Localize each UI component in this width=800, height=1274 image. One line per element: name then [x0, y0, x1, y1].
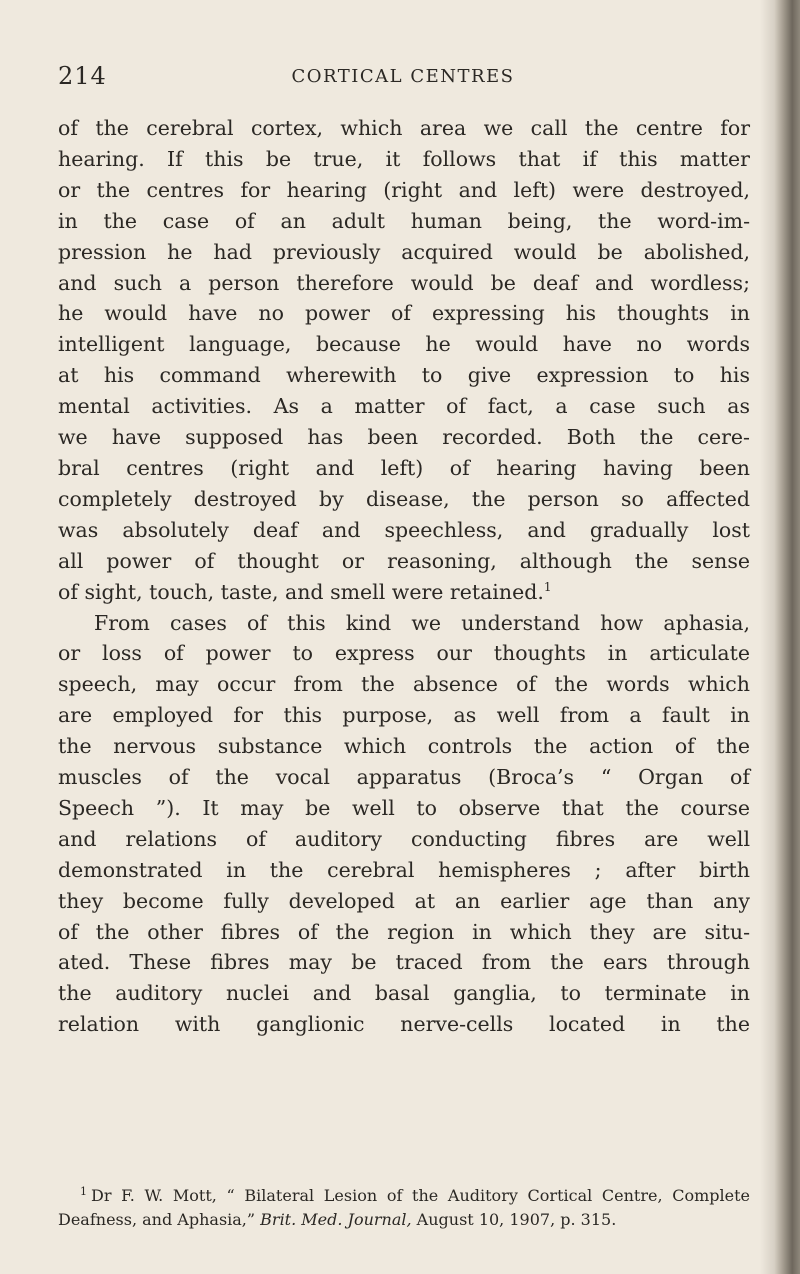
running-head: CORTICAL CENTRES [291, 66, 515, 87]
paragraph-line: we have supposed has been recorded. Both the cere- [58, 425, 750, 450]
paragraph-line: mental activities. As a matter of fact, a case such as [58, 394, 750, 419]
paragraph-line: the nervous substance which controls the action of the [58, 734, 750, 759]
paragraph-line: the auditory nuclei and basal ganglia, to terminate in [58, 981, 750, 1006]
footnote-text [58, 1184, 750, 1231]
paragraph-line: hearing. If this be true, it follows that if this matter [58, 146, 750, 171]
paragraph-line: completely destroyed by disease, the person so affected [58, 486, 750, 511]
paragraph-line: of the cerebral cortex, which area we call the centre for [58, 116, 750, 140]
page-number: 214 [58, 62, 107, 90]
footnote-reference[interactable]: 1 [543, 579, 552, 594]
paragraph-line: and relations of auditory conducting fibres are well [58, 826, 750, 851]
paragraph-line: muscles of the vocal apparatus (Broca’s “ Organ of [58, 765, 750, 790]
paragraph-line: of the other fibres of the region in which they are situ- [58, 919, 750, 944]
paragraph-line: or loss of power to express our thoughts in articulate [58, 641, 750, 666]
paragraph-line: ated. These fibres may be traced from the ears through [58, 950, 750, 975]
paragraph-line: relation with ganglionic nerve-cells located in the [58, 1012, 750, 1037]
paragraph-line: demonstrated in the cerebral hemispheres ; after birth [58, 857, 750, 882]
paragraph-line: he would have no power of expressing his thoughts in [58, 301, 750, 326]
page-gutter-shadow [760, 0, 774, 1274]
paragraph-line: was absolutely deaf and speechless, and gradually lost [58, 517, 750, 542]
paragraph-line: speech, may occur from the absence of the words which [58, 672, 750, 697]
paragraph-line: Speech ”). It may be well to observe that the course [58, 795, 750, 820]
paragraph-line: intelligent language, because he would have no words [58, 332, 750, 357]
footnote-journal: Brit. Med. Journal, [260, 1209, 412, 1229]
footnote-citation: Dr F. W. Mott, “ Bilateral Lesion of the Auditory Cortical Centre, Complete Deafness, and Aphasia,” [58, 1186, 750, 1229]
footnote-marker: 1 [80, 1184, 87, 1198]
paragraph-line: all power of thought or reasoning, although the sense [58, 548, 750, 573]
paragraph-line: From cases of this kind we understand how aphasia, [94, 610, 750, 635]
footnote-date: August 10, 1907, p. 315. [411, 1209, 617, 1229]
paragraph-line: they become fully developed at an earlier age than any [58, 888, 750, 913]
paragraph-line: in the case of an adult human being, the word-im- [58, 208, 750, 233]
page-header [58, 62, 748, 94]
paragraph-line: and such a person therefore would be deaf and wordless; [58, 270, 750, 295]
paragraph-line: are employed for this purpose, as well from a fault in [58, 703, 750, 728]
paragraph-line: at his command wherewith to give expression to his [58, 363, 750, 388]
footnote [58, 1184, 750, 1231]
paragraph-line: or the centres for hearing (right and left) were destroyed, [58, 177, 750, 202]
paragraph-line: bral centres (right and left) of hearing having been [58, 455, 750, 480]
body-text [58, 113, 750, 1040]
paragraph-last-line [58, 577, 750, 608]
paragraph-line: pression he had previously acquired would be abolished, [58, 239, 750, 264]
page-edge [774, 0, 800, 1274]
paragraph-line-text: of sight, touch, taste, and smell were retained. [58, 579, 544, 604]
